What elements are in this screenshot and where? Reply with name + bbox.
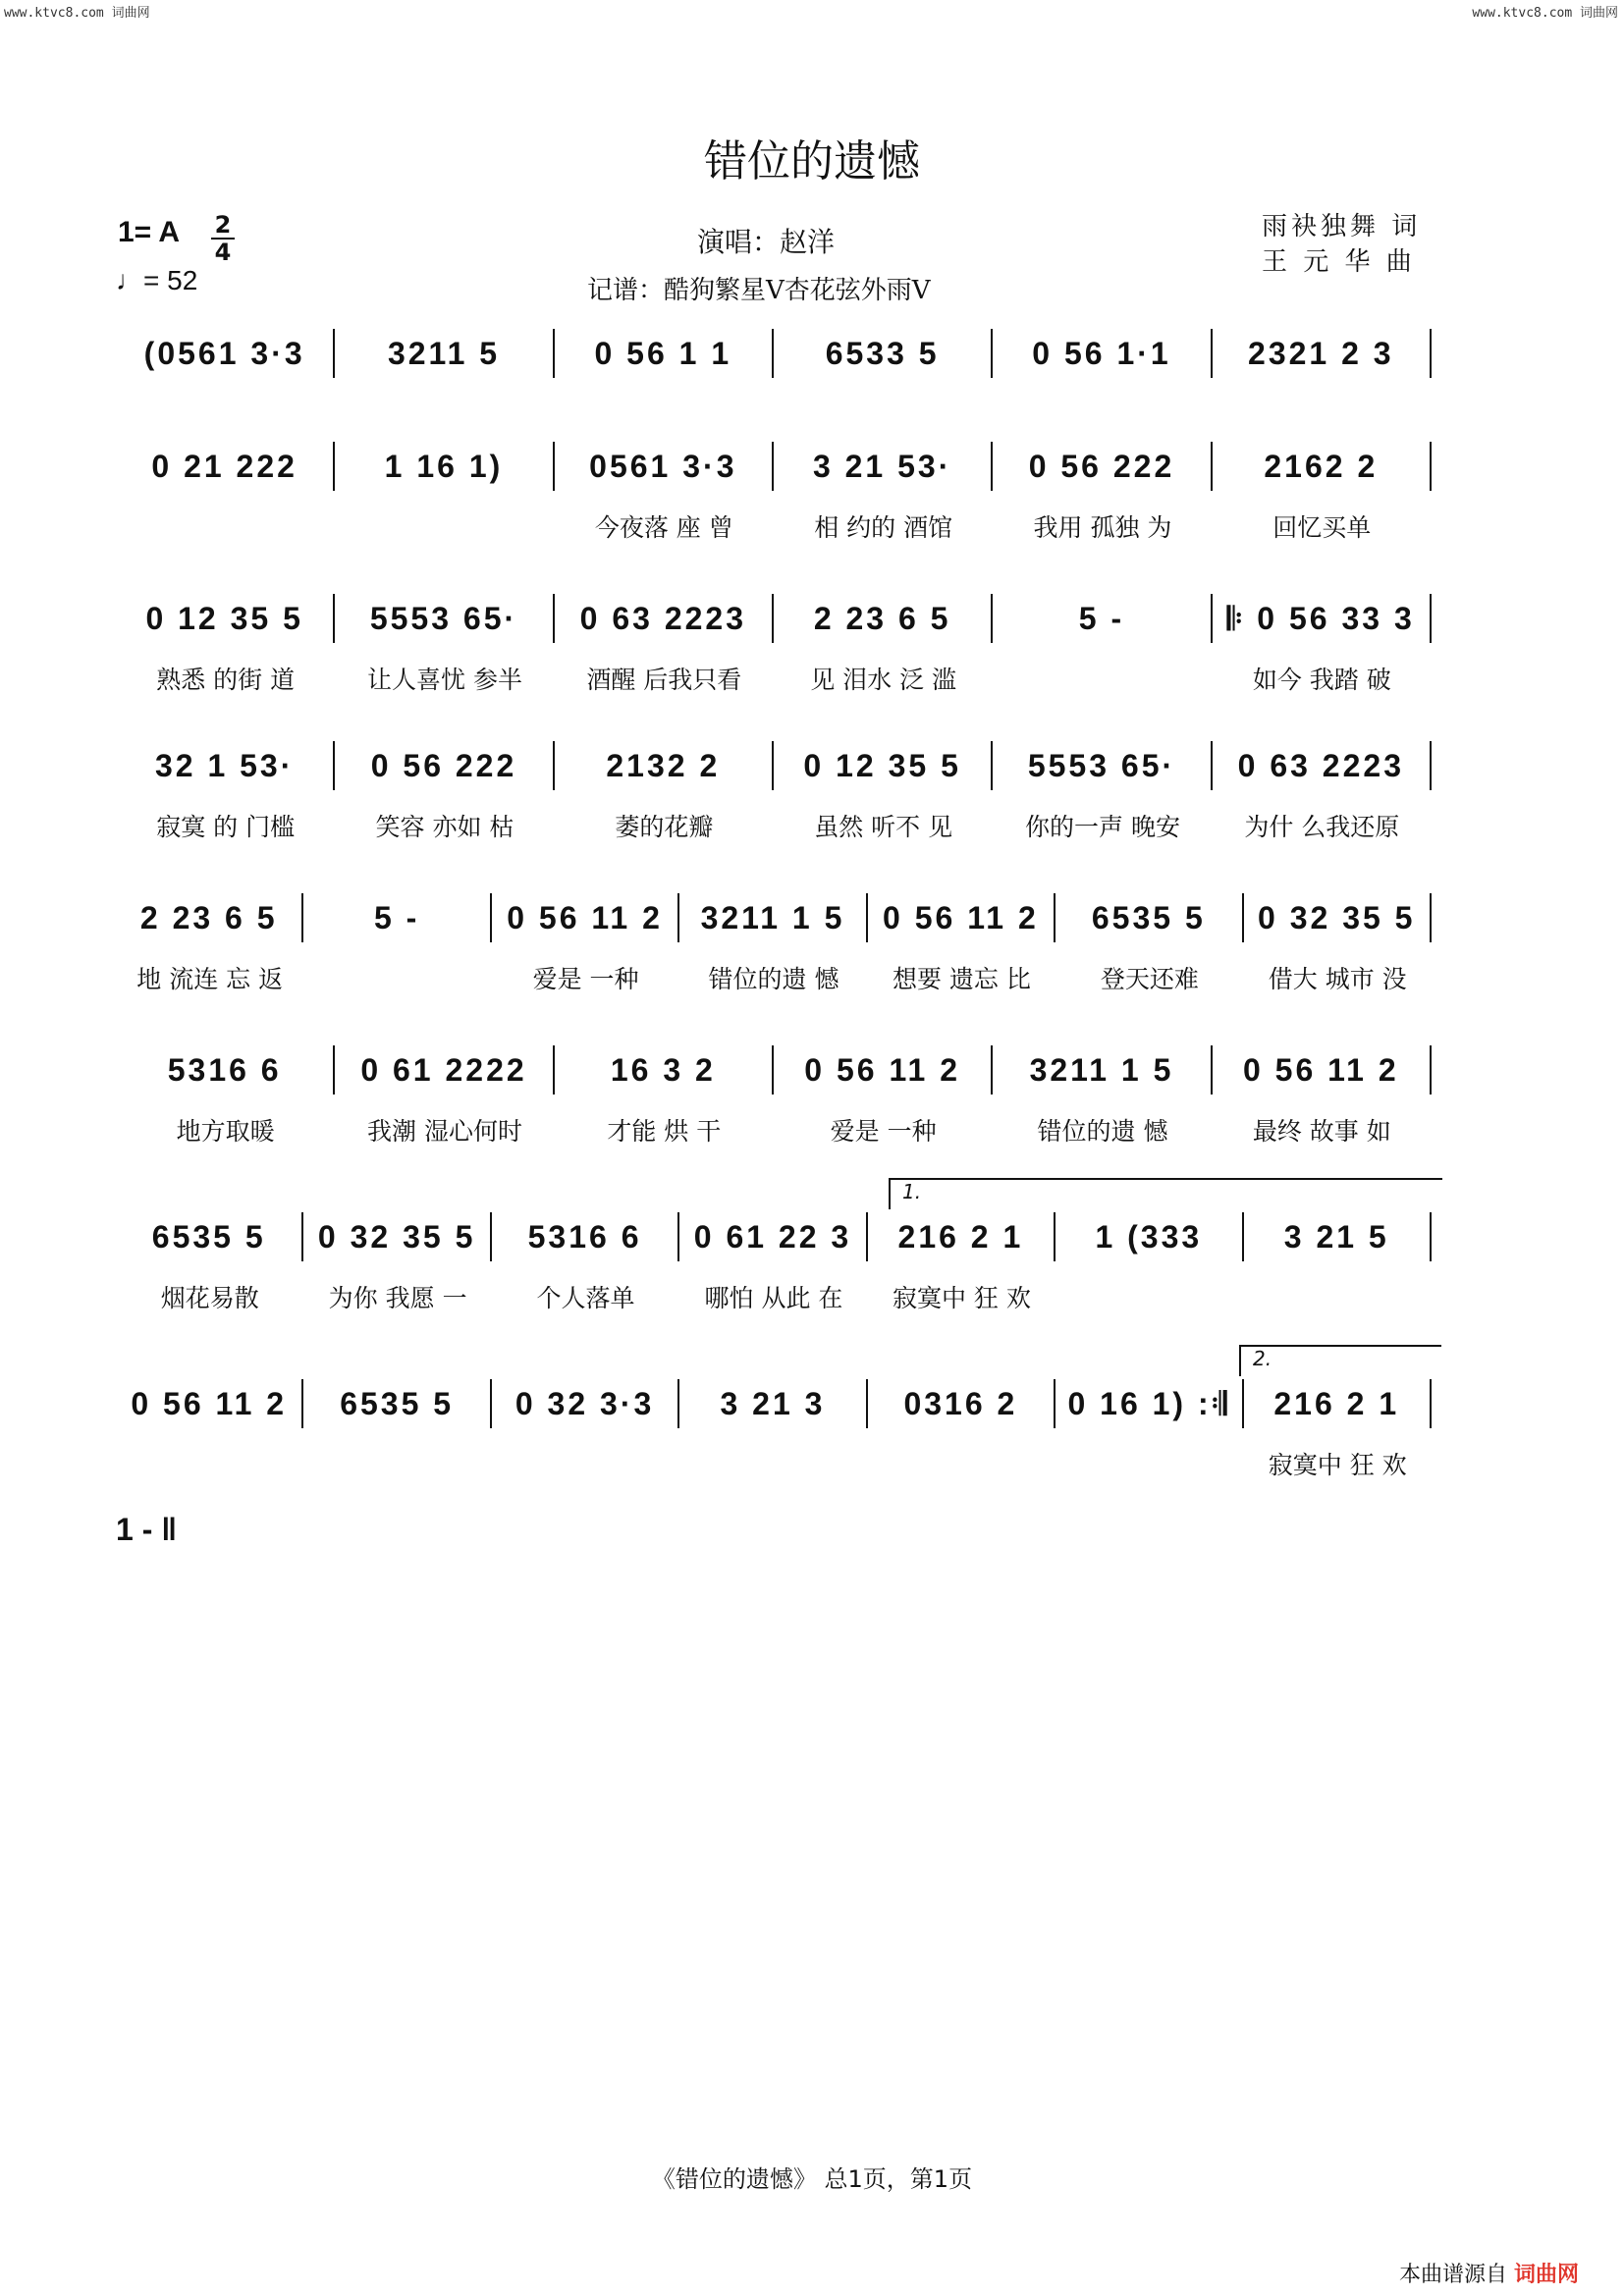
lyrics-line (116, 1279, 1432, 1314)
lyric-segment: 登天还难 (1100, 965, 1199, 993)
measure: 𝄆 0 56 33 3 (1213, 594, 1432, 643)
measure: 3 21 5 (1244, 1212, 1432, 1261)
lyric-segment (303, 1446, 491, 1481)
key-signature: 1= A (118, 216, 181, 248)
measure: 0561 3·3 (555, 442, 774, 491)
lyrics-line (116, 1112, 1432, 1148)
site-label-right: www.ktvc8.com 词曲网 (1472, 6, 1618, 21)
score-system (116, 594, 1432, 741)
measure: 0 56 11 2 (492, 893, 679, 942)
lyrics-line (116, 508, 1432, 544)
score-system (116, 1045, 1432, 1193)
lyrics-line (116, 661, 1432, 696)
measure: 0 21 222 (116, 442, 335, 491)
second-ending-bracket (1239, 1345, 1441, 1376)
measure: 16 3 2 (555, 1045, 774, 1095)
lyrics-line (116, 960, 1432, 995)
measure: 3211 5 (335, 329, 554, 378)
source-label: 本曲谱源自 (1399, 2263, 1508, 2287)
notes-line (116, 594, 1432, 643)
tempo-marking: ♩= 52 (116, 265, 198, 295)
lyrics-line (116, 808, 1432, 843)
lyric-segment: 我用 孤独 为 (1033, 513, 1172, 542)
score-system (116, 442, 1432, 589)
lyric-segment: 为你 我愿 一 (328, 1284, 467, 1312)
first-ending-bracket (889, 1178, 1442, 1209)
score-system (116, 1379, 1432, 1526)
measure: 2132 2 (555, 741, 774, 790)
lyric-segment: 烟花易散 (160, 1284, 259, 1312)
lyric-segment (335, 508, 554, 544)
notes-line (116, 442, 1432, 491)
measure: 2 23 6 5 (774, 594, 993, 643)
measure: 0 32 35 5 (303, 1212, 491, 1261)
lyric-segment: 寂寞中 狂 欢 (1268, 1451, 1407, 1479)
page-footer: 《错位的遗憾》 总1页，第1页 (651, 2165, 973, 2193)
measure: 6535 5 (1056, 893, 1243, 942)
measure: 2 23 6 5 (116, 893, 303, 942)
measure: 0 56 1 1 (555, 329, 774, 378)
notes-line (116, 1212, 1432, 1261)
song-title: 错位的遗憾 (704, 136, 920, 187)
lyric-segment: 才能 烘 干 (607, 1117, 722, 1146)
measure: 0 61 22 3 (679, 1212, 867, 1261)
final-measure: 1 - ‖ (116, 1512, 178, 1547)
site-label-left: www.ktvc8.com 词曲网 (4, 6, 150, 21)
measure: 0 56 222 (993, 442, 1212, 491)
measure: 6535 5 (116, 1212, 303, 1261)
composer-credit: 王 元 华 曲 (1262, 247, 1416, 277)
measure: 0 56 11 2 (774, 1045, 993, 1095)
measure: 3 21 3 (679, 1379, 867, 1428)
measure: 5316 6 (492, 1212, 679, 1261)
notes-line (116, 1045, 1432, 1095)
lyricist-credit: 雨袂独舞 词 (1262, 212, 1422, 241)
measure: 2162 2 (1213, 442, 1432, 491)
time-signature (211, 212, 235, 265)
lyric-segment: 错位的遗 憾 (1037, 1117, 1168, 1146)
lyric-segment (868, 1446, 1056, 1481)
lyric-segment: 熟悉 的街 道 (156, 666, 296, 694)
score-system (116, 1212, 1432, 1360)
lyric-segment: 为什 么我还原 (1244, 813, 1400, 841)
notes-line (116, 1379, 1432, 1428)
measure: 5 - (303, 893, 491, 942)
lyric-segment (116, 508, 335, 544)
lyric-segment: 最终 故事 如 (1252, 1117, 1391, 1146)
lyric-segment (1056, 1446, 1243, 1481)
measure: 0 12 35 5 (116, 594, 335, 643)
measure: 0 56 11 2 (868, 893, 1056, 942)
lyric-segment: 我潮 湿心何时 (367, 1117, 522, 1146)
measure: 32 1 53· (116, 741, 335, 790)
measure: 3211 1 5 (993, 1045, 1212, 1095)
measure: 0 32 35 5 (1244, 893, 1432, 942)
lyric-segment: 爱是 一种 (532, 965, 639, 993)
measure: 0 16 1) :𝄇 (1056, 1379, 1243, 1428)
lyric-segment: 借大 城市 没 (1268, 965, 1407, 993)
lyric-segment (679, 1446, 867, 1481)
singer-credit: 演唱：赵洋 (697, 226, 836, 258)
measure: 0 56 222 (335, 741, 554, 790)
lyric-segment: 地 流连 忘 返 (136, 965, 284, 993)
lyric-segment (303, 960, 491, 995)
measure: (0561 3·3 (116, 329, 335, 378)
lyric-segment (1056, 1279, 1243, 1314)
lyric-segment: 想要 遗忘 比 (892, 965, 1031, 993)
lyric-segment: 酒醒 后我只看 (586, 666, 742, 694)
time-signature-top: 2 (211, 212, 235, 240)
lyric-segment: 寂寞 的 门槛 (156, 813, 296, 841)
lyric-segment (993, 661, 1212, 696)
measure: 5316 6 (116, 1045, 335, 1095)
time-signature-bottom: 4 (214, 239, 232, 266)
lyric-segment: 爱是 一种 (830, 1117, 937, 1146)
lyric-segment: 今夜落 座 曾 (594, 513, 733, 542)
measure: 0 63 2223 (555, 594, 774, 643)
measure: 3211 1 5 (679, 893, 867, 942)
lyric-segment (492, 1446, 679, 1481)
measure: 5553 65· (993, 741, 1212, 790)
lyric-segment: 地方取暖 (176, 1117, 275, 1146)
score-system (116, 741, 1432, 888)
notes-line (116, 741, 1432, 790)
measure: 0 61 2222 (335, 1045, 554, 1095)
measure: 216 2 1 (868, 1212, 1056, 1261)
measure: 6535 5 (303, 1379, 491, 1428)
measure: 0 56 1·1 (993, 329, 1212, 378)
measure: 0316 2 (868, 1379, 1056, 1428)
measure: 216 2 1 (1244, 1379, 1432, 1428)
measure: 1 16 1) (335, 442, 554, 491)
score-system (116, 893, 1432, 1041)
measure: 6533 5 (774, 329, 993, 378)
measure: 0 63 2223 (1213, 741, 1432, 790)
first-ending-label: 1. (902, 1180, 922, 1203)
notator-credit: 记谱：酷狗繁星V杏花弦外雨V (587, 276, 931, 305)
lyric-segment: 寂寞中 狂 欢 (892, 1284, 1031, 1312)
lyric-segment: 如今 我踏 破 (1252, 666, 1391, 694)
lyric-segment: 虽然 听不 见 (814, 813, 953, 841)
lyric-segment (116, 1446, 303, 1481)
notes-line (116, 329, 1432, 378)
lyric-segment: 错位的遗 憾 (708, 965, 839, 993)
measure: 0 32 3·3 (492, 1379, 679, 1428)
lyric-segment: 相 约的 酒馆 (814, 513, 953, 542)
measure: 0 12 35 5 (774, 741, 993, 790)
lyric-segment: 回忆买单 (1272, 513, 1372, 542)
lyric-segment: 哪怕 从此 在 (704, 1284, 843, 1312)
measure: 1 (333 (1056, 1212, 1243, 1261)
source-brand: 词曲网 (1514, 2263, 1580, 2287)
lyric-segment (1244, 1279, 1432, 1314)
lyric-segment: 见 泪水 泛 滥 (810, 666, 957, 694)
lyric-segment: 让人喜忧 参半 (367, 666, 522, 694)
measure: 0 56 11 2 (116, 1379, 303, 1428)
lyrics-line (116, 1446, 1432, 1481)
lyric-segment: 你的一声 晚安 (1025, 813, 1180, 841)
measure: 0 56 11 2 (1213, 1045, 1432, 1095)
second-ending-label: 2. (1253, 1347, 1272, 1370)
measure: 3 21 53· (774, 442, 993, 491)
lyric-segment: 笑容 亦如 枯 (375, 813, 514, 841)
lyric-segment: 个人落单 (536, 1284, 635, 1312)
measure: 2321 2 3 (1213, 329, 1432, 378)
measure: 5 - (993, 594, 1212, 643)
source-credit (1399, 2258, 1579, 2288)
notes-line (116, 893, 1432, 942)
measure: 5553 65· (335, 594, 554, 643)
lyric-segment: 萎的花瓣 (615, 813, 714, 841)
